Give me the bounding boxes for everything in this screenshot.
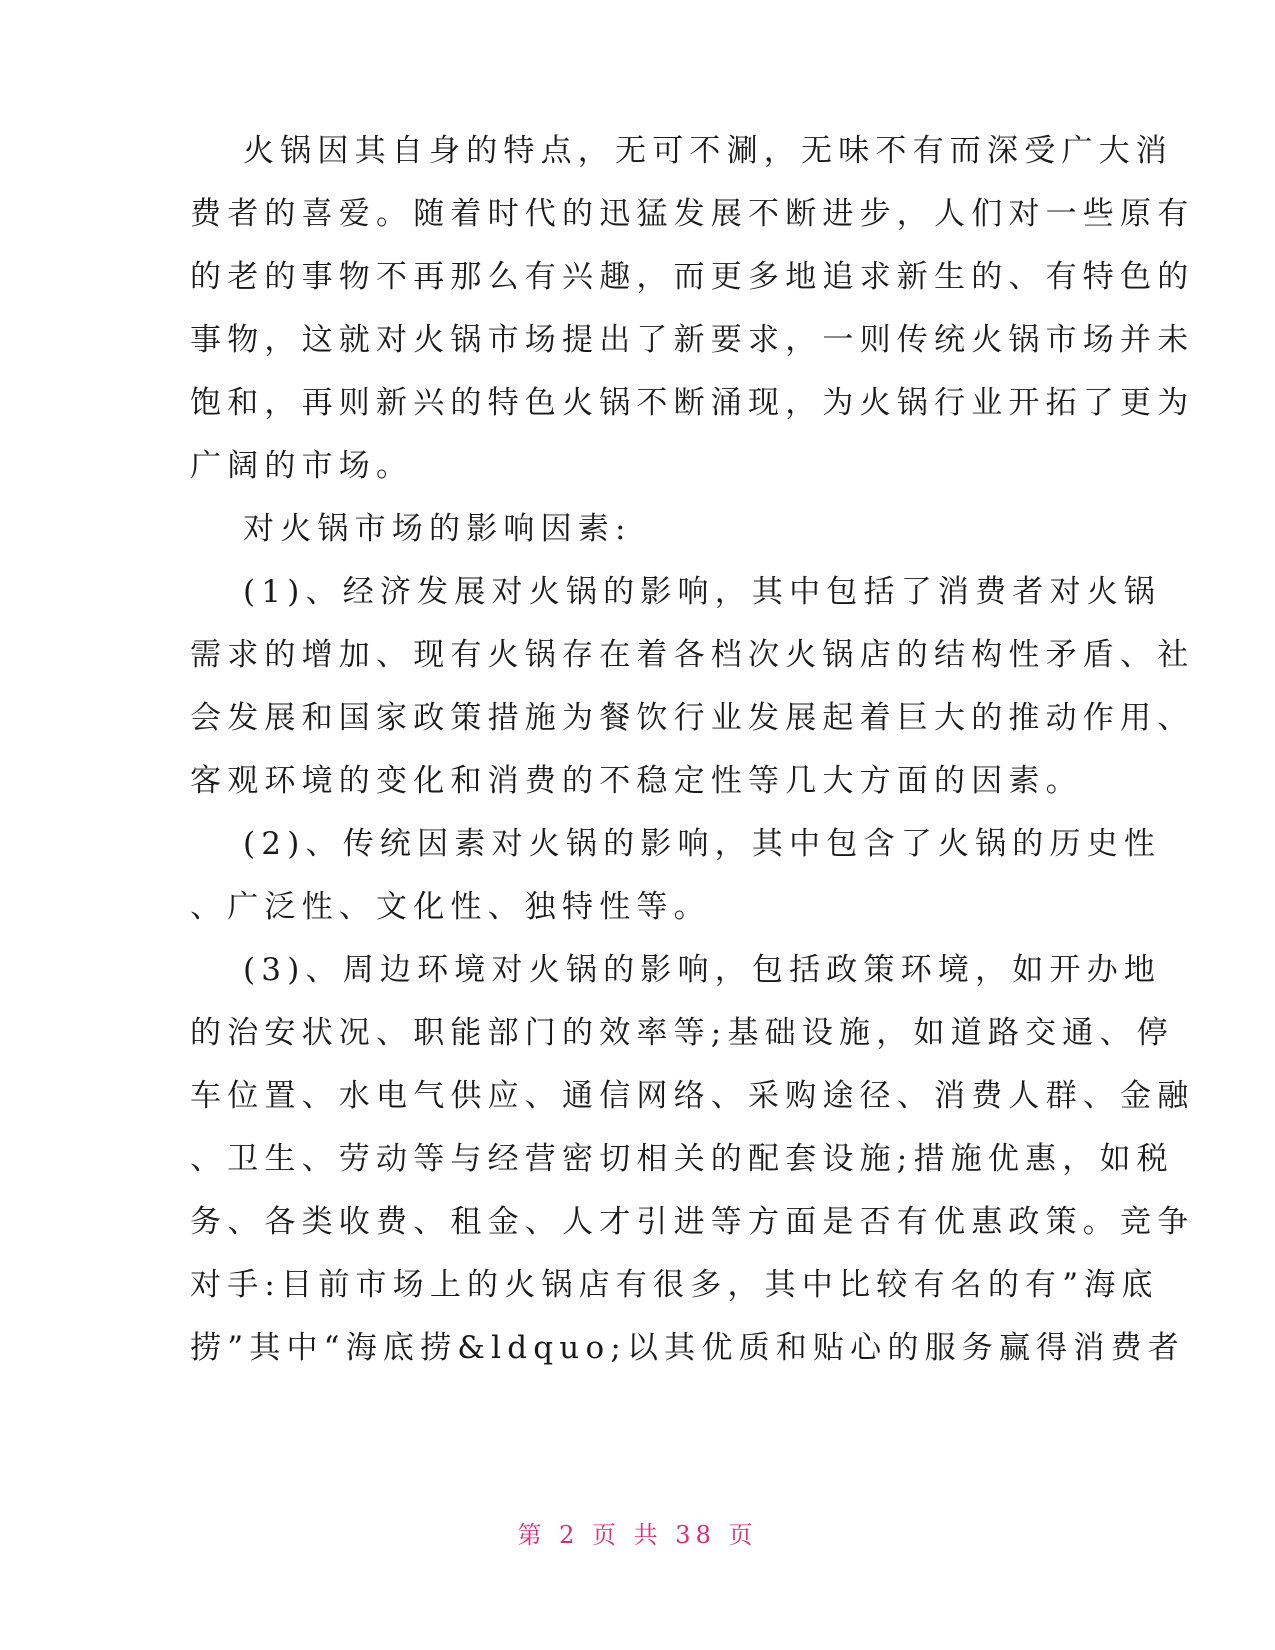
paragraph-3-line-2: 需求的增加、现有火锅存在着各档次火锅店的结构性矛盾、社 <box>190 637 1195 673</box>
paragraph-1-line-4: 事物，这就对火锅市场提出了新要求，一则传统火锅市场并未 <box>190 322 1195 358</box>
paragraph-4-line-2: 、广泛性、文化性、独特性等。 <box>190 889 711 925</box>
paragraph-1-line-3: 的老的事物不再那么有兴趣，而更多地追求新生的、有特色的 <box>190 259 1195 295</box>
paragraph-5-line-7: 捞”其中“海底捞&ldquo;以其优质和贴心的服务赢得消费者 <box>190 1330 1185 1366</box>
paragraph-5-line-2: 的治安状况、职能部门的效率等;基础设施，如道路交通、停 <box>190 1015 1174 1051</box>
paragraph-3-line-4: 客观环境的变化和消费的不稳定性等几大方面的因素。 <box>190 763 1083 799</box>
paragraph-3-line-1: (1)、经济发展对火锅的影响，其中包括了消费者对火锅 <box>243 574 1162 610</box>
page-footer <box>0 1520 1275 1550</box>
paragraph-5-line-6: 对手:目前市场上的火锅店有很多，其中比较有名的有”海底 <box>190 1267 1159 1303</box>
paragraph-4-line-1: (2)、传统因素对火锅的影响，其中包含了火锅的历史性 <box>243 826 1162 862</box>
paragraph-5-line-3: 车位置、水电气供应、通信网络、采购途径、消费人群、金融 <box>190 1078 1195 1114</box>
page-number-label: 第 2 页 共 38 页 <box>517 1521 758 1549</box>
paragraph-1-line-6: 广阔的市场。 <box>190 448 414 484</box>
paragraph-1-line-5: 饱和，再则新兴的特色火锅不断涌现，为火锅行业开拓了更为 <box>190 385 1195 421</box>
paragraph-1-line-1: 火锅因其自身的特点，无可不涮，无味不有而深受广大消 <box>243 133 1173 169</box>
paragraph-2-line-1: 对火锅市场的影响因素: <box>243 511 632 547</box>
paragraph-5-line-4: 、卫生、劳动等与经营密切相关的配套设施;措施优惠，如税 <box>190 1141 1174 1177</box>
paragraph-5-line-1: (3)、周边环境对火锅的影响，包括政策环境，如开办地 <box>243 952 1162 988</box>
paragraph-1-line-2: 费者的喜爱。随着时代的迅猛发展不断进步，人们对一些原有 <box>190 196 1195 232</box>
paragraph-5-line-5: 务、各类收费、租金、人才引进等方面是否有优惠政策。竞争 <box>190 1204 1195 1240</box>
paragraph-3-line-3: 会发展和国家政策措施为餐饮行业发展起着巨大的推动作用、 <box>190 700 1195 736</box>
